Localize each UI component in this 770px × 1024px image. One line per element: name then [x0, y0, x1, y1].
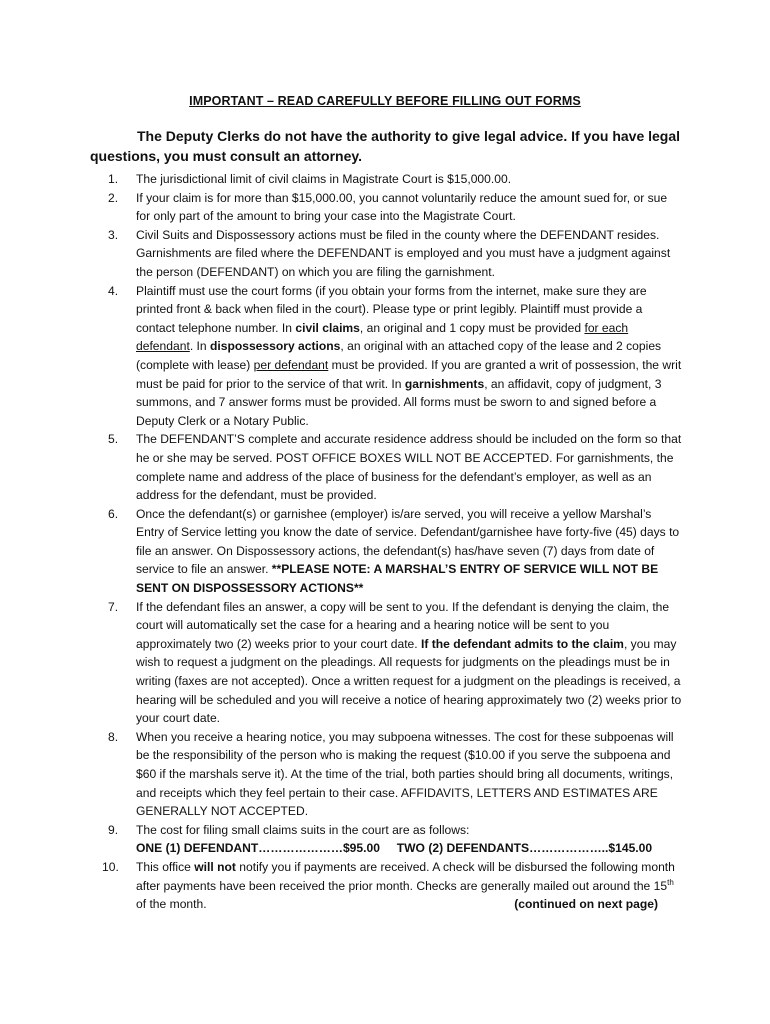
item-text: The DEFENDANT’S complete and accurate residence address should be included on the form so that he or she may be served. POST OFFICE BOXES WILL NOT BE ACCEPTED. For garnishments, the complete name and address of the place of business for the defendant’s employer, as well as an address for the defendant, must be provided.	[136, 432, 682, 503]
list-item	[90, 505, 682, 598]
item-number: 9.	[108, 822, 119, 837]
defendant-admits-term: If the defendant admits to the claim	[421, 636, 624, 651]
item-number: 3.	[108, 227, 119, 242]
item-text: If the defendant files an answer, a copy will be sent to you. If the defendant is denying the claim, the court will automatically set the case for a hearing and a hearing notice will be sent to you approximately two (2) weeks prior to your court date.	[136, 599, 670, 651]
civil-claims-term: civil claims	[295, 320, 360, 335]
item-text: If your claim is for more than $15,000.00, you cannot voluntarily reduce the amount sued for, or sue for only part of the amount to bring your case into the Magistrate Court.	[136, 190, 668, 224]
ordinal-suffix: th	[667, 877, 674, 887]
item-text: , an original and 1 copy must be provided	[359, 320, 585, 335]
item-text: The jurisdictional limit of civil claims in Magistrate Court is $15,000.00.	[136, 172, 512, 186]
list-item	[90, 189, 682, 226]
item-text: Plaintiff must use the court forms (if you obtain your forms from the internet, make sure they are printed front & back when filed in the court). Please type or print legibly. Plaintiff must provide a contact telephone number. In	[136, 283, 647, 335]
list-item	[90, 728, 682, 821]
garnishments-term: garnishments	[404, 376, 485, 391]
item-number: 5.	[108, 432, 119, 447]
item-number: 1.	[108, 172, 119, 186]
legal-advice-notice: The Deputy Clerks do not have the authority to give legal advice. If you have legal questions, you must consult an attorney.	[90, 128, 681, 164]
list-item	[90, 430, 682, 504]
list-item	[90, 858, 682, 914]
per-defendant-term: per defendant	[253, 357, 329, 372]
item-text: Once the defendant(s) or garnishee (employer) is/are served, you will receive a yellow Marshal’s Entry of Service letting you know the date of service. Defendant/garnishee have forty-five (45) days to file an answer. On Dispossessory actions, the defendant(s) has/have seven (7) days from date of service to file an answer.	[136, 506, 680, 577]
item-text: This office	[136, 859, 195, 874]
item-text: , an original with an attached copy of the lease and 2 copies (complete with lease)	[136, 339, 662, 372]
list-item	[90, 170, 682, 189]
item-text: , you may wish to request a judgment on the pleadings. All requests for judgments on the pleadings must be in writing (faxes are not accepted). Once a written request for a judgment on the pleadings is received, a hearing will be scheduled and you will receive a notice of hearing approximately two (2) weeks prior to your court date.	[136, 636, 682, 726]
item-text: , an affidavit, copy of judgment, 3 summons, and 7 answer forms must be provided. All forms must be sworn to and signed before a Deputy Clerk or a Notary Public.	[136, 376, 662, 428]
list-item	[90, 226, 682, 282]
list-item	[90, 598, 682, 728]
marshal-entry-notice: **PLEASE NOTE: A MARSHAL’S ENTRY OF SERVICE WILL NOT BE SENT ON DISPOSSESSORY ACTIONS**	[136, 562, 659, 596]
item-text: . In	[189, 339, 210, 354]
item-number: 7.	[108, 599, 119, 614]
item-text: When you receive a hearing notice, you may subpoena witnesses. The cost for these subpoenas will be the responsibility of the person who is making the request ($10.00 if you serve the subpoena and $60 if the marshals serve it). At the time of the trial, both parties should bring all documents, writings, and receipts which they feel pertain to their case. AFFIDAVITS, LETTERS AND ESTIMATES ARE GENERALLY NOT ACCEPTED.	[136, 729, 674, 819]
list-item	[90, 282, 682, 431]
continued-note: (continued on next page)	[514, 897, 658, 912]
list-item	[90, 821, 682, 858]
item-number: 10.	[102, 859, 119, 874]
instruction-list	[90, 170, 682, 914]
item-number: 6.	[108, 506, 119, 521]
item-text: Civil Suits and Dispossessory actions must be filed in the county where the DEFENDANT resides. Garnishments are filed where the DEFENDANT is employed and you must have a judgment against the person (DEFENDANT) on which you are filing the garnishment.	[136, 227, 671, 279]
item-text: of the month.	[136, 897, 207, 912]
item-number: 2.	[108, 190, 119, 205]
item-text: notify you if payments are received. A check will be disbursed the following month after payments have been received the prior month. Checks are generally mailed out around the 15	[136, 859, 675, 893]
item-number: 8.	[108, 729, 119, 744]
item-number: 4.	[108, 283, 119, 298]
item-text: The cost for filing small claims suits in the court are as follows:	[136, 822, 470, 837]
will-not-term: will not	[194, 859, 236, 874]
fee-one-defendant: ONE (1) DEFENDANT…………………$95.00	[136, 841, 380, 856]
page-title: IMPORTANT – READ CAREFULLY BEFORE FILLING OUT FORMS	[189, 94, 581, 108]
fee-two-defendants: TWO (2) DEFENDANTS………………..$145.00	[396, 841, 653, 856]
for-each-defendant-term: for each defendant	[136, 320, 629, 354]
item-text: must be provided. If you are granted a writ of possession, the writ must be paid for prior to the service of that writ. In	[136, 357, 682, 391]
dispossessory-actions-term: dispossessory actions	[209, 339, 341, 354]
